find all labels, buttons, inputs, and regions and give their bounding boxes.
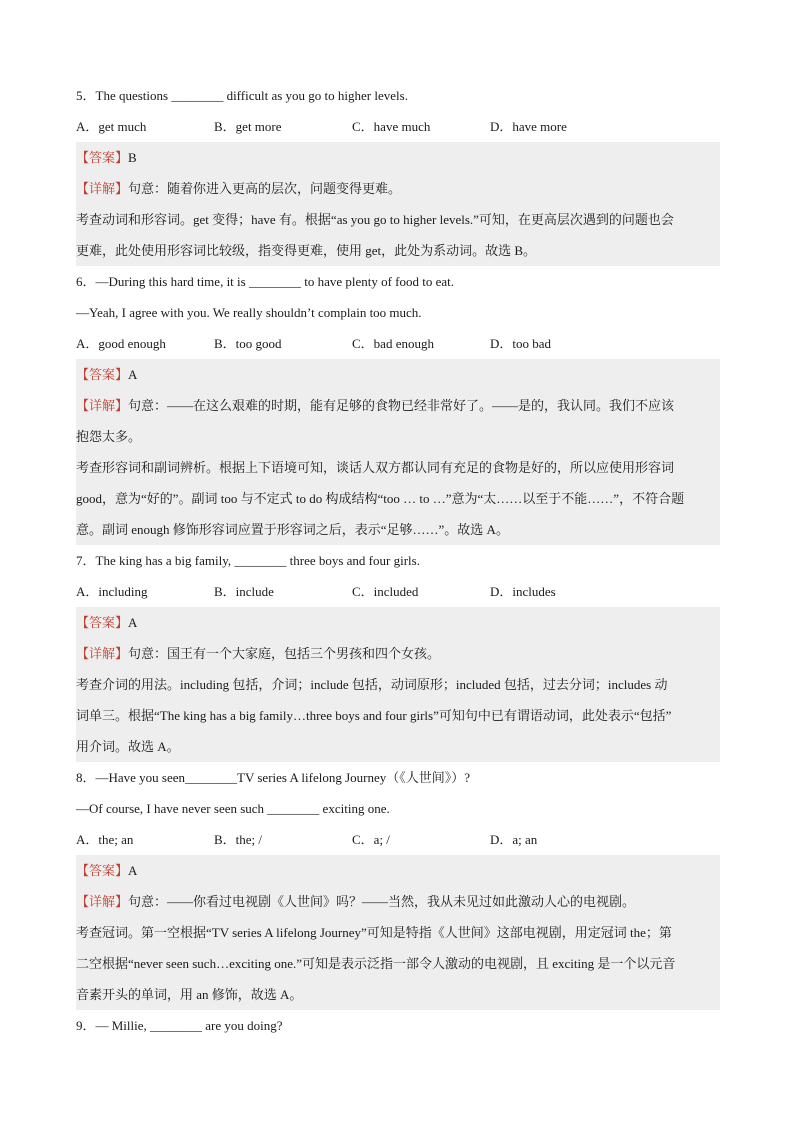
answer-line	[76, 142, 720, 173]
answer-line	[76, 855, 720, 886]
answer-value: B	[128, 150, 137, 165]
option-a: A．good enough	[76, 336, 166, 351]
detail-label: 【详解】	[76, 894, 129, 909]
option-b: B．include	[214, 584, 274, 599]
option-a: A．including	[76, 584, 148, 599]
detail-line: 【详解】句意：——你看过电视剧《人世间》吗？——当然，我从未见过如此激动人心的电视剧。	[76, 894, 636, 909]
question-stem: 6．—During this hard time, it is ________ to have plenty of food to eat.	[76, 274, 455, 289]
document-page	[76, 80, 720, 1041]
answer-box	[76, 607, 720, 762]
detail-line: 【详解】句意：国王有一个大家庭，包括三个男孩和四个女孩。	[76, 646, 441, 661]
option-b: B．get more	[214, 119, 282, 134]
answer-label: 【答案】	[76, 863, 129, 878]
question-block	[76, 80, 720, 266]
answer-label: 【答案】	[76, 150, 129, 165]
options-row	[76, 576, 720, 607]
detail-line: 考查动词和形容词。get 变得；have 有。根据“as you go to higher levels.”可知，在更高层次遇到的问题也会	[76, 212, 674, 227]
options-row	[76, 824, 720, 855]
answer-value: A	[128, 615, 138, 630]
detail-line: 考查形容词和副词辨析。根据上下语境可知，谈话人双方都认同有充足的食物是好的，所以应使用形容词	[76, 460, 675, 475]
detail-line: 用介词。故选 A。	[76, 739, 180, 754]
option-d: D．have more	[490, 119, 567, 134]
detail-label: 【详解】	[76, 646, 129, 661]
option-c: C．included	[352, 584, 419, 599]
detail-line: 词单三。根据“The king has a big family…three boys and four girls”可知句中已有谓语动词，此处表示“包括”	[76, 708, 672, 723]
option-c: C．a; /	[352, 832, 390, 847]
detail-label: 【详解】	[76, 398, 129, 413]
answer-label: 【答案】	[76, 367, 129, 382]
detail-line: 意。副词 enough 修饰形容词应置于形容词之后，表示“足够……”。故选 A。	[76, 522, 509, 537]
question-block	[76, 266, 720, 545]
option-b: B．too good	[214, 336, 282, 351]
question-stem: 5．The questions ________ difficult as you go to higher levels.	[76, 88, 408, 103]
option-b: B．the; /	[214, 832, 263, 847]
question-stem-next: 9．— Millie, ________ are you doing?	[76, 1018, 283, 1033]
detail-line: 抱怨太多。	[76, 429, 142, 444]
question-stem-reply: —Of course, I have never seen such ________ exciting one.	[76, 801, 390, 816]
question-block	[76, 762, 720, 1010]
answer-line	[76, 607, 720, 638]
detail-line: good，意为“好的”。副词 too 与不定式 to do 构成结构“too … to …”意为“太……以至于不能……”，不符合题	[76, 491, 685, 506]
answer-line	[76, 359, 720, 390]
detail-line: 二空根据“never seen such…exciting one.”可知是表示泛指一部令人激动的电视剧，且 exciting 是一个以元音	[76, 956, 676, 971]
detail-line: 【详解】句意：随着你进入更高的层次，问题变得更难。	[76, 181, 402, 196]
detail-line: 更难，此处使用形容词比较级，指变得更难，使用 get，此处为系动词。故选 B。	[76, 243, 537, 258]
answer-box	[76, 359, 720, 545]
options-row	[76, 328, 720, 359]
detail-line: 考查冠词。第一空根据“TV series A lifelong Journey”可知是特指《人世间》这部电视剧，用定冠词 the；第	[76, 925, 672, 940]
option-d: D．includes	[490, 584, 556, 599]
question-block	[76, 545, 720, 762]
detail-label: 【详解】	[76, 181, 129, 196]
options-row	[76, 111, 720, 142]
answer-value: A	[128, 367, 138, 382]
answer-value: A	[128, 863, 138, 878]
answer-box	[76, 142, 720, 266]
option-c: C．bad enough	[352, 336, 434, 351]
option-d: D．a; an	[490, 832, 538, 847]
option-c: C．have much	[352, 119, 431, 134]
detail-line: 【详解】句意：——在这么艰难的时期，能有足够的食物已经非常好了。——是的，我认同。我们不应该	[76, 398, 675, 413]
option-a: A．get much	[76, 119, 147, 134]
answer-label: 【答案】	[76, 615, 129, 630]
detail-line: 考查介词的用法。including 包括，介词；include 包括，动词原形；included 包括，过去分词；includes 动	[76, 677, 668, 692]
option-a: A．the; an	[76, 832, 134, 847]
question-stem: 7．The king has a big family, ________ three boys and four girls.	[76, 553, 420, 568]
option-d: D．too bad	[490, 336, 552, 351]
question-stem: 8．—Have you seen________TV series A lifelong Journey（《人世间》）?	[76, 770, 471, 785]
question-stem-reply: —Yeah, I agree with you. We really shouldn’t complain too much.	[76, 305, 422, 320]
detail-line: 音素开头的单词，用 an 修饰，故选 A。	[76, 987, 303, 1002]
answer-box	[76, 855, 720, 1010]
